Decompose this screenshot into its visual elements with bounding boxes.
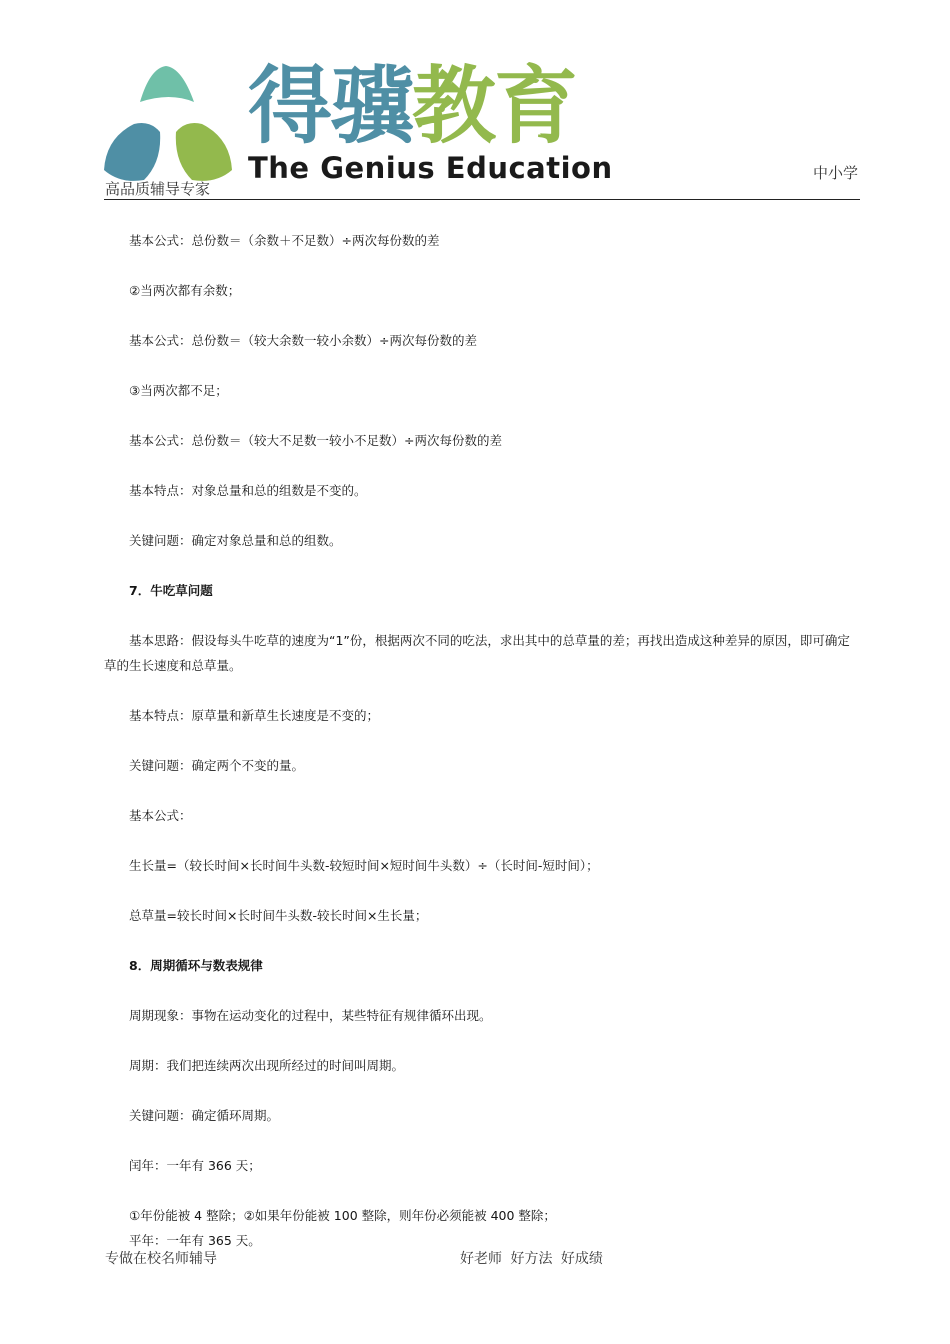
paragraph: 关键问题：确定对象总量和总的组数。 [129, 533, 342, 548]
brand-char-4: 育 [494, 57, 577, 155]
brand-name-cn [248, 58, 576, 154]
paragraph: 周期：我们把连续两次出现所经过的时间叫周期。 [129, 1058, 405, 1073]
paragraph: 基本公式： [129, 808, 192, 823]
paragraph: 基本公式：总份数＝（较大不足数一较小不足数）÷两次每份数的差 [129, 433, 502, 448]
brand-char-1: 得 [248, 57, 331, 155]
header-divider [104, 199, 860, 200]
paragraph: ③当两次都不足； [129, 383, 228, 398]
genius-logo-icon [100, 62, 236, 184]
section-heading: 7．牛吃草问题 [129, 583, 213, 598]
paragraph: ①年份能被 4 整除；②如果年份能被 100 整除，则年份必须能被 400 整除； [129, 1208, 556, 1223]
logo-right-petal [176, 123, 232, 181]
paragraph: 平年：一年有 365 天。 [129, 1233, 261, 1248]
paragraph: 基本公式：总份数＝（余数＋不足数）÷两次每份数的差 [129, 233, 440, 248]
paragraph: 基本公式：总份数＝（较大余数一较小余数）÷两次每份数的差 [129, 333, 477, 348]
section-heading: 8．周期循环与数表规律 [129, 958, 263, 973]
footer-slogan-right: 好老师 好方法 好成绩 [460, 1251, 603, 1267]
logo-top-petal [140, 66, 194, 102]
paragraph: 基本特点：对象总量和总的组数是不变的。 [129, 483, 367, 498]
paragraph: 关键问题：确定循环周期。 [129, 1108, 280, 1123]
header-tagline: 高品质辅导专家 [105, 180, 211, 198]
header-level: 中小学 [812, 164, 858, 182]
paragraph: 基本思路：假设每头牛吃草的速度为“1”份，根据两次不同的吃法，求出其中的总草量的差；再找出造成这种差异的原因，即可确定草的生长速度和总草量。 [104, 633, 850, 673]
paragraph: 闰年：一年有 366 天； [129, 1158, 261, 1173]
paragraph: 生长量=（较长时间×长时间牛头数-较短时间×短时间牛头数）÷（长时间-短时间）； [129, 858, 599, 873]
paragraph: ②当两次都有余数； [129, 283, 241, 298]
brand-char-3: 教 [412, 57, 495, 155]
footer-slogan-left: 专做在校名师辅导 [105, 1251, 217, 1267]
document-body [104, 228, 862, 1253]
paragraph: 周期现象：事物在运动变化的过程中，某些特征有规律循环出现。 [129, 1008, 492, 1023]
brand-char-2: 骥 [330, 57, 413, 155]
paragraph: 总草量=较长时间×长时间牛头数-较长时间×生长量； [129, 908, 428, 923]
page-header [0, 0, 950, 205]
brand-name-en: The Genius Education [248, 151, 613, 185]
logo-center-dot [158, 114, 178, 134]
logo-left-petal [104, 123, 160, 181]
paragraph: 关键问题：确定两个不变的量。 [129, 758, 305, 773]
paragraph: 基本特点：原草量和新草生长速度是不变的； [129, 708, 380, 723]
